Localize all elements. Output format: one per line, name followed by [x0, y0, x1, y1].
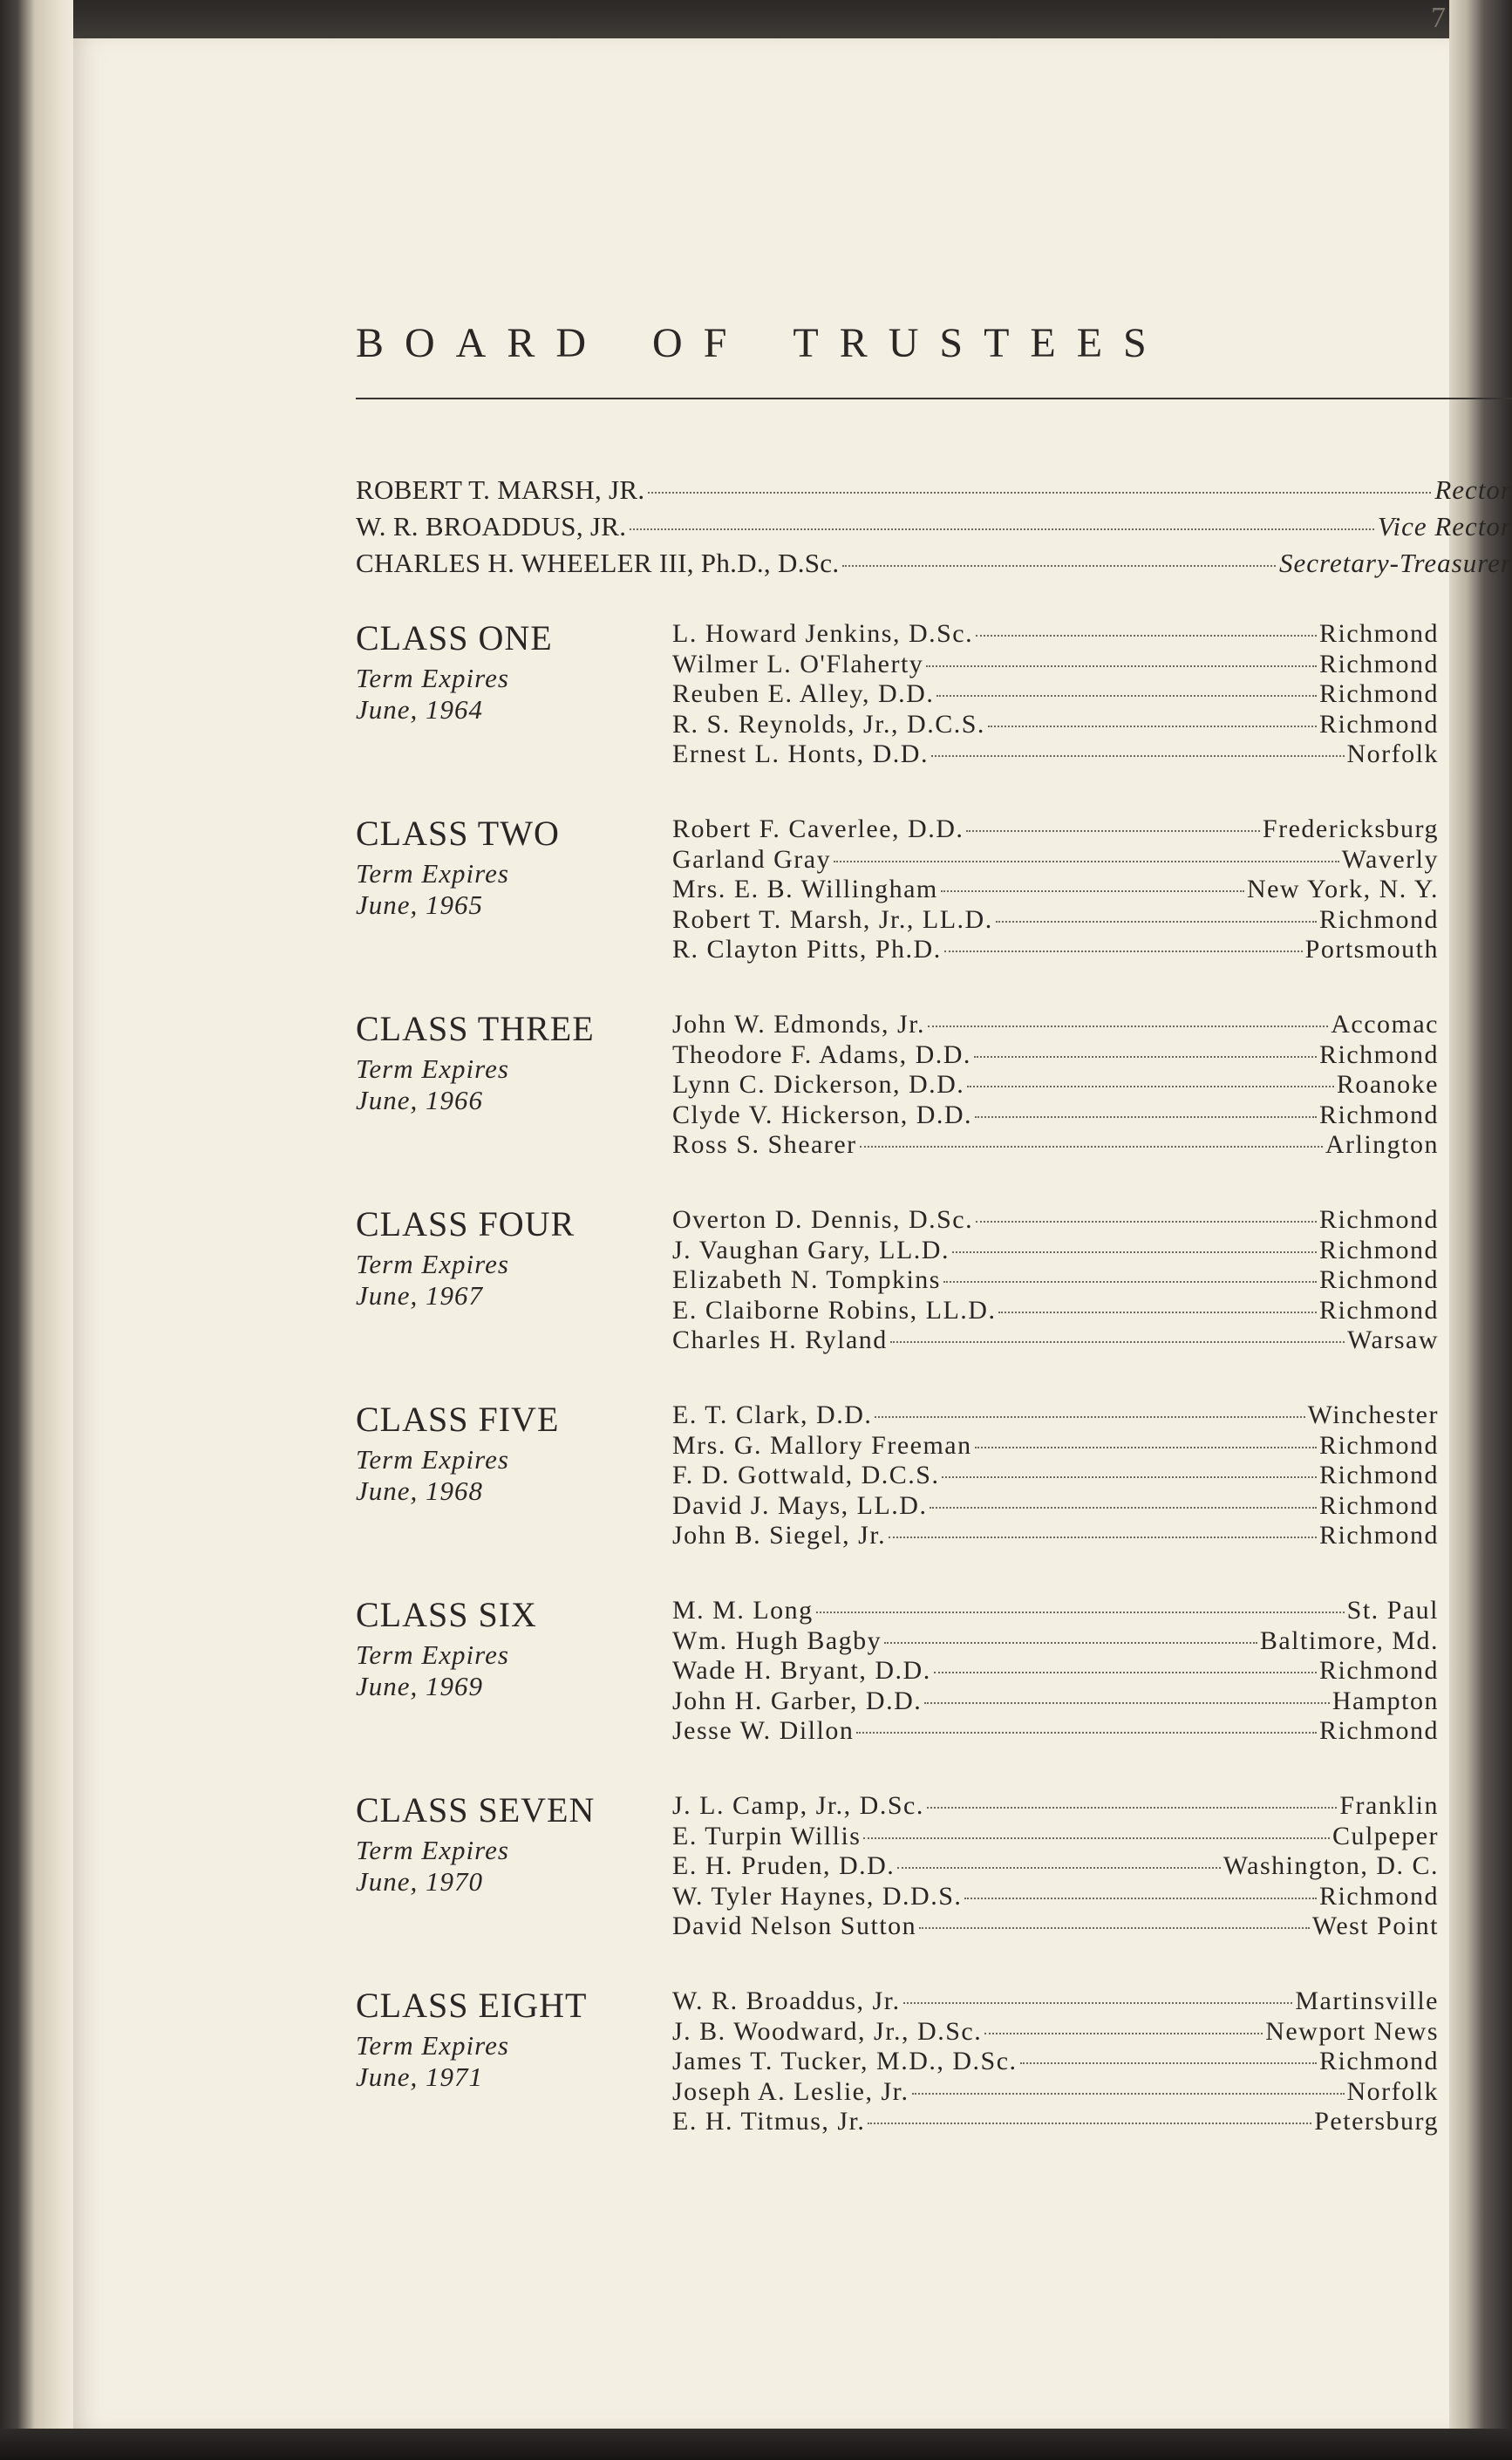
dot-leader	[856, 1732, 1317, 1734]
class-label: CLASS EIGHT	[356, 1986, 588, 2025]
dot-leader	[924, 1702, 1330, 1704]
term-expires-label: Term Expires	[356, 1249, 509, 1279]
member-row	[672, 650, 1439, 680]
dot-leader	[903, 2002, 1293, 2004]
officer-role: Rector	[1434, 474, 1512, 505]
dot-leader	[974, 1056, 1317, 1058]
page-title	[356, 319, 1512, 367]
member-location: Warsaw	[1347, 1325, 1439, 1354]
member-name: Ross S. Shearer	[672, 1130, 857, 1159]
member-row	[672, 1986, 1439, 2017]
dot-leader	[927, 1807, 1337, 1809]
member-location: Arlington	[1325, 1130, 1439, 1159]
term-expires-label: Term Expires	[356, 1444, 509, 1475]
member-location: Richmond	[1319, 1461, 1439, 1489]
class-block	[356, 617, 1512, 783]
member-name: M. M. Long	[672, 1596, 814, 1625]
dot-leader	[996, 921, 1317, 923]
dot-leader	[897, 1867, 1220, 1869]
member-list	[672, 619, 1439, 770]
member-location: Richmond	[1319, 709, 1439, 739]
member-list	[672, 1986, 1439, 2137]
dot-leader	[648, 492, 1431, 494]
member-location: West Point	[1311, 1911, 1439, 1940]
dot-leader	[928, 1026, 1328, 1027]
member-name: James T. Tucker, M.D., D.Sc.	[672, 2047, 1018, 2075]
title-word: TRUSTEES	[793, 320, 1168, 366]
member-list	[672, 1205, 1439, 1356]
officer-row	[356, 474, 1512, 506]
dot-leader	[889, 1537, 1317, 1538]
member-name: David Nelson Sutton	[672, 1911, 917, 1940]
member-row	[672, 1325, 1439, 1356]
member-location: Norfolk	[1346, 2076, 1439, 2106]
member-row	[672, 1521, 1439, 1551]
member-location: Richmond	[1319, 649, 1439, 678]
member-location: Winchester	[1307, 1400, 1439, 1429]
member-location: Norfolk	[1346, 739, 1439, 768]
member-location: Richmond	[1319, 1521, 1439, 1550]
member-row	[672, 1911, 1439, 1942]
term-expires-date: June, 1968	[356, 1475, 484, 1506]
dot-leader	[984, 2033, 1263, 2034]
member-location: Richmond	[1319, 2047, 1439, 2075]
member-row	[672, 905, 1439, 936]
member-row	[672, 1236, 1439, 1266]
term-expires-date: June, 1964	[356, 694, 484, 725]
dot-leader	[998, 1312, 1317, 1313]
member-location: Accomac	[1331, 1010, 1439, 1039]
dot-leader	[912, 2093, 1345, 2095]
member-row	[672, 679, 1439, 710]
member-row	[672, 2107, 1439, 2137]
member-name: E. H. Titmus, Jr.	[672, 2107, 866, 2136]
member-location: Richmond	[1319, 1881, 1439, 1911]
dot-leader	[976, 635, 1317, 637]
officer-name: W. R. BROADDUS, JR.	[356, 511, 627, 542]
officer-row	[356, 511, 1512, 542]
member-name: W. R. Broaddus, Jr.	[672, 1986, 901, 2015]
member-location: Newport News	[1265, 2016, 1439, 2046]
member-location: Portsmouth	[1304, 935, 1439, 964]
dot-leader	[863, 1837, 1330, 1839]
member-row	[672, 1626, 1439, 1657]
member-row	[672, 1400, 1439, 1431]
term-expires-label: Term Expires	[356, 2030, 509, 2061]
member-name: Wade H. Bryant, D.D.	[672, 1656, 931, 1685]
title-rule	[356, 398, 1512, 399]
member-name: David J. Mays, LL.D.	[672, 1490, 928, 1520]
dot-leader	[967, 1086, 1334, 1087]
member-location: Roanoke	[1336, 1070, 1439, 1099]
officer-role: Vice Rector	[1377, 511, 1512, 542]
member-name: Robert F. Caverlee, D.D.	[672, 814, 964, 843]
dot-leader	[890, 1341, 1345, 1343]
member-row	[672, 1205, 1439, 1236]
member-row	[672, 2077, 1439, 2108]
member-row	[672, 1010, 1439, 1040]
dot-leader	[884, 1642, 1257, 1644]
dot-leader	[934, 1672, 1317, 1673]
member-row	[672, 1461, 1439, 1491]
member-location: Richmond	[1319, 1100, 1439, 1129]
member-location: Washington, D. C.	[1223, 1851, 1439, 1880]
member-row	[672, 1687, 1439, 1717]
term-expires-date: June, 1966	[356, 1085, 484, 1115]
member-location: New York, N. Y.	[1246, 875, 1439, 903]
term-expires-date: June, 1969	[356, 1671, 484, 1701]
member-name: E. Turpin Willis	[672, 1821, 862, 1850]
class-label: CLASS FIVE	[356, 1400, 560, 1439]
scan-left-edge	[0, 0, 73, 2460]
member-list	[672, 1791, 1439, 1942]
member-location: Waverly	[1341, 844, 1439, 874]
member-name: R. S. Reynolds, Jr., D.C.S.	[672, 709, 985, 739]
member-name: Ernest L. Honts, D.D.	[672, 739, 929, 768]
dot-leader	[975, 1116, 1317, 1118]
term-expires-date: June, 1971	[356, 2061, 484, 2092]
term-expires-label: Term Expires	[356, 1053, 509, 1084]
member-location: Richmond	[1319, 1295, 1439, 1325]
member-location: St. Paul	[1346, 1596, 1439, 1625]
member-name: Wilmer L. O'Flaherty	[672, 649, 924, 678]
member-name: John W. Edmonds, Jr.	[672, 1010, 926, 1039]
member-name: Mrs. G. Mallory Freeman	[672, 1430, 972, 1460]
term-expires-date: June, 1970	[356, 1866, 484, 1897]
class-block	[356, 1594, 1512, 1760]
class-block	[356, 1789, 1512, 1955]
term-expires-label: Term Expires	[356, 1835, 509, 1865]
officer-name: ROBERT T. MARSH, JR.	[356, 474, 645, 505]
member-name: Theodore F. Adams, D.D.	[672, 1039, 971, 1069]
member-row	[672, 1596, 1439, 1626]
member-row	[672, 814, 1439, 845]
dot-leader	[941, 890, 1244, 892]
class-block	[356, 1203, 1512, 1369]
member-list	[672, 814, 1439, 965]
member-name: Robert T. Marsh, Jr., LL.D.	[672, 904, 993, 934]
dot-leader	[976, 1221, 1317, 1223]
member-name: W. Tyler Haynes, D.D.S.	[672, 1881, 963, 1911]
dot-leader	[816, 1612, 1345, 1613]
member-location: Petersburg	[1314, 2107, 1439, 2136]
member-row	[672, 1101, 1439, 1131]
member-name: Joseph A. Leslie, Jr.	[672, 2076, 909, 2106]
member-location: Richmond	[1319, 679, 1439, 708]
class-label: CLASS TWO	[356, 814, 560, 853]
member-row	[672, 1040, 1439, 1071]
dot-leader	[988, 726, 1317, 727]
member-name: R. Clayton Pitts, Ph.D.	[672, 935, 942, 964]
member-row	[672, 1130, 1439, 1161]
term-expires-label: Term Expires	[356, 1639, 509, 1670]
member-location: Culpeper	[1332, 1821, 1439, 1850]
member-location: Richmond	[1319, 1430, 1439, 1460]
member-row	[672, 1070, 1439, 1101]
member-row	[672, 619, 1439, 650]
member-row	[672, 710, 1439, 740]
member-row	[672, 875, 1439, 905]
class-block	[356, 813, 1512, 978]
member-row	[672, 845, 1439, 876]
title-word: OF	[652, 320, 748, 366]
dot-leader	[842, 565, 1276, 567]
member-name: Lynn C. Dickerson, D.D.	[672, 1070, 965, 1099]
dot-leader	[875, 1416, 1304, 1418]
document-page	[73, 38, 1512, 2429]
member-name: Garland Gray	[672, 844, 832, 874]
member-list	[672, 1010, 1439, 1161]
dot-leader	[919, 1927, 1310, 1929]
title-word: BOARD	[356, 320, 608, 366]
class-label: CLASS SIX	[356, 1595, 537, 1634]
dot-leader	[943, 1281, 1317, 1283]
member-row	[672, 1822, 1439, 1852]
member-location: Richmond	[1319, 1235, 1439, 1264]
member-row	[672, 1791, 1439, 1822]
member-row	[672, 935, 1439, 965]
term-expires-label: Term Expires	[356, 858, 509, 889]
dot-leader	[942, 1476, 1317, 1478]
officer-name: CHARLES H. WHEELER III, Ph.D., D.Sc.	[356, 548, 840, 578]
member-row	[672, 2047, 1439, 2077]
scan-bottom-edge	[0, 2429, 1512, 2460]
dot-leader	[952, 1251, 1317, 1253]
dot-leader	[630, 528, 1374, 530]
officer-role: Secretary-Treasurer	[1279, 548, 1512, 578]
member-location: Richmond	[1319, 619, 1439, 648]
member-location: Richmond	[1319, 1205, 1439, 1234]
member-location: Franklin	[1339, 1791, 1439, 1820]
dot-leader	[944, 951, 1303, 952]
member-row	[672, 1491, 1439, 1522]
member-location: Richmond	[1319, 904, 1439, 934]
member-row	[672, 1431, 1439, 1462]
officer-row	[356, 548, 1512, 579]
dot-leader	[930, 1507, 1317, 1509]
class-label: CLASS FOUR	[356, 1204, 576, 1244]
member-location: Fredericksburg	[1262, 814, 1439, 843]
member-location: Richmond	[1319, 1265, 1439, 1294]
member-location: Richmond	[1319, 1716, 1439, 1745]
member-row	[672, 1656, 1439, 1687]
dot-leader	[868, 2123, 1311, 2124]
member-name: E. H. Pruden, D.D.	[672, 1851, 896, 1880]
member-location: Richmond	[1319, 1490, 1439, 1520]
member-list	[672, 1400, 1439, 1551]
term-expires-date: June, 1965	[356, 889, 484, 920]
member-row	[672, 1265, 1439, 1296]
dot-leader	[926, 665, 1317, 667]
dot-leader	[860, 1146, 1323, 1148]
member-list	[672, 1596, 1439, 1747]
member-name: Wm. Hugh Bagby	[672, 1625, 882, 1655]
member-location: Baltimore, Md.	[1259, 1625, 1439, 1655]
member-name: John B. Siegel, Jr.	[672, 1521, 887, 1550]
term-expires-label: Term Expires	[356, 663, 509, 693]
member-name: F. D. Gottwald, D.C.S.	[672, 1461, 940, 1489]
dot-leader	[1020, 2062, 1317, 2064]
member-row	[672, 1296, 1439, 1326]
member-name: Jesse W. Dillon	[672, 1716, 855, 1745]
member-row	[672, 1882, 1439, 1912]
member-row	[672, 2017, 1439, 2048]
page-number: 7	[1431, 2, 1447, 34]
member-location: Hampton	[1332, 1686, 1439, 1715]
member-row	[672, 739, 1439, 770]
member-name: E. T. Clark, D.D.	[672, 1400, 873, 1429]
member-location: Martinsville	[1295, 1986, 1439, 2015]
member-row	[672, 1716, 1439, 1747]
member-name: John H. Garber, D.D.	[672, 1686, 923, 1715]
member-location: Richmond	[1319, 1656, 1439, 1685]
dot-leader	[931, 755, 1345, 757]
dot-leader	[966, 830, 1260, 832]
member-name: Elizabeth N. Tompkins	[672, 1265, 941, 1294]
member-name: Overton D. Dennis, D.Sc.	[672, 1205, 974, 1234]
member-name: E. Claiborne Robins, LL.D.	[672, 1295, 997, 1325]
member-name: J. Vaughan Gary, LL.D.	[672, 1235, 950, 1264]
class-block	[356, 1985, 1512, 2150]
dot-leader	[975, 1447, 1317, 1448]
member-name: Reuben E. Alley, D.D.	[672, 679, 935, 708]
member-name: J. B. Woodward, Jr., D.Sc.	[672, 2016, 983, 2046]
member-name: Clyde V. Hickerson, D.D.	[672, 1100, 973, 1129]
dot-leader	[936, 695, 1317, 697]
member-name: Mrs. E. B. Willingham	[672, 875, 938, 903]
class-label: CLASS SEVEN	[356, 1790, 596, 1830]
dot-leader	[834, 861, 1339, 862]
member-location: Richmond	[1319, 1039, 1439, 1069]
class-block	[356, 1008, 1512, 1174]
class-block	[356, 1399, 1512, 1564]
member-name: L. Howard Jenkins, D.Sc.	[672, 619, 974, 648]
member-row	[672, 1851, 1439, 1882]
class-label: CLASS THREE	[356, 1009, 595, 1048]
member-name: Charles H. Ryland	[672, 1325, 888, 1354]
dot-leader	[964, 1898, 1317, 1899]
class-label: CLASS ONE	[356, 618, 553, 658]
term-expires-date: June, 1967	[356, 1280, 484, 1311]
scan-top-edge	[0, 0, 1512, 38]
member-name: J. L. Camp, Jr., D.Sc.	[672, 1791, 924, 1820]
